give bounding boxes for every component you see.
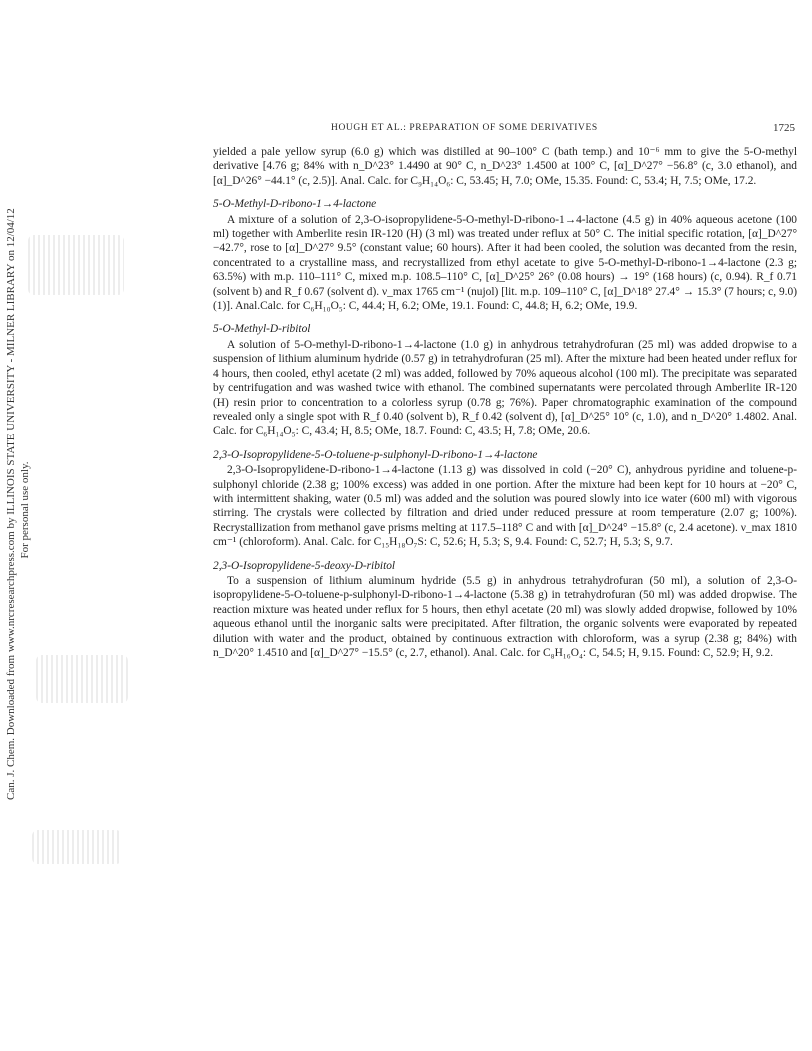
section-text-methyl-ribonolactone: A mixture of a solution of 2,3-O-isopropylidene-5-O-methyl-D-ribono-1→4-lactone (4.5 g) in 40% aqueous acetone (100 ml) together with Amberlite resin IR-120 (H) (3 ml) was treated under reflux at 50° C. The initial specific rotation, [α]_D^27° −42.7°, rose to [α]_D^27° 9.5° (constant value; 60 hours). After it had been cooled, the solution was decanted from the resin, concentrated to a crystalline mass, and recrystallized from ethyl acetate to give 5-O-methyl-D-ribono-1→4-lactone (2.3 g; 63.5%) with m.p. 110–111° C, mixed m.p. 108.5–110° C, [α]_D^25° 26° (0.08 hours) → 19° (168 hours) (c, 0.94). R_f 0.71 (solvent b) and R_f 0.67 (solvent d). ν_max 1765 cm⁻¹ (nujol) [lit. m.p. 109–110° C, [α]_D^18° 27.4° → 15.3° (7 hours; c, 9.0) (1)]. Anal.Calc. for C₆H₁₀O₅: C, 44.4; H, 6.2; OMe, 19.1. Found: C, 44.8; H, 6.2; OMe, 19.9. xyxy=(213,213,797,313)
intro-paragraph: yielded a pale yellow syrup (6.0 g) which was distilled at 90–100° C (bath temp.) and 10⁻⁶ mm to give the 5-O-methyl derivative [4.76 g; 84% with n_D^23° 1.4490 at 90° C, n_D^23° 1.4500 at 100° C, [α]_D^27° −56.8° (c, 3.0 ethanol), and [α]_D^26° −44.1° (c, 2.5)]. Anal. Calc. for C₉H₁₄O₆: C, 53.45; H, 7.0; OMe, 15.35. Found: C, 53.4; H, 7.5; OMe, 17.2. xyxy=(213,146,797,187)
section-text-deoxy-ribitol: To a suspension of lithium aluminum hydride (5.5 g) in anhydrous tetrahydrofuran (50 ml), a solution of 2,3-O-isopropylidene-5-O-toluene-p-sulphonyl-D-ribono-1→4-lactone (5.38 g) in tetrahydrofuran (50 ml) was added dropwise. The reaction mixture was heated under reflux for 5 hours, then ethyl acetate (20 ml) was slowly added dropwise, followed by 10% aqueous ethanol until the inorganic salts were precipitated. After filtration, the organic solvents were evaporated by repeated dilution with water and the product, obtained by continuous extraction with chloroform, was a syrup (2.38 g; 84%) with n_D^20° 1.4510 and [α]_D^27° −15.5° (c, 2.7, ethanol). Anal. Calc. for C₈H₁₆O₄: C, 54.5; H, 9.15. Found: C, 52.9; H, 9.2. xyxy=(213,574,797,659)
section-text-tosyl-lactone: 2,3-O-Isopropylidene-D-ribono-1→4-lactone (1.13 g) was dissolved in cold (−20° C), anhydrous pyridine and toluene-p-sulphonyl chloride (2.38 g; 100% excess) was added in one portion. After the mixture had been kept for 10 hours at −20° C, with intermittent shaking, water (0.5 ml) was added and the solution was poured slowly into ice water (600 ml) with vigorous stirring. The crystals were collected by filtration and dried under reduced pressure at room temperature (2.07 g; 100%). Recrystallization from methanol gave prisms melting at 117.5–118° C and with [α]_D^24° −15.8° (c, 2.4 acetone). ν_max 1810 cm⁻¹ (chloroform). Anal. Calc. for C₁₅H₁₈O₇S: C, 52.6; H, 5.3; S, 9.4. Found: C, 52.7; H, 5.3; S, 9.7. xyxy=(213,464,797,549)
scan-smear-middle xyxy=(36,655,128,703)
watermark-line-2: For personal use only. xyxy=(19,461,31,559)
running-head: HOUGH ET AL.: PREPARATION OF SOME DERIVATIVES xyxy=(331,123,598,133)
section-heading-methyl-ribitol: 5-O-Methyl-D-ribitol xyxy=(213,323,311,336)
article-body xyxy=(213,145,797,660)
page-header xyxy=(213,122,797,136)
watermark-line-1: Can. J. Chem. Downloaded from www.nrcresearchpress.com by ILLINOIS STATE UNIVERSITY - MILNER LIBRARY on 12/04/12 xyxy=(5,208,17,800)
scan-smear-bottom xyxy=(32,830,122,864)
section-heading-deoxy-ribitol: 2,3-O-Isopropylidene-5-deoxy-D-ribitol xyxy=(213,559,396,572)
download-watermark xyxy=(4,208,36,800)
section-text-methyl-ribitol: A solution of 5-O-methyl-D-ribono-1→4-lactone (1.0 g) in anhydrous tetrahydrofuran (25 ml) was added dropwise to a suspension of lithium aluminum hydride (0.57 g) in tetrahydrofuran (25 ml). After the mixture had been heated under reflux for 4 hours, then cooled, ethyl acetate (2 ml) was added, followed by 70% aqueous alcohol (100 ml). The precipitate was separated by centrifugation and was washed twice with ethanol. The combined supernatants were percolated through Amberlite IR-120 (H) resin prior to concentration to a colorless syrup (0.78 g; 76%). Paper chromatographic examination of the compound revealed only a single spot with R_f 0.40 (solvent b), R_f 0.42 (solvent d), [α]_D^25° 10° (c, 1.0), and n_D^20° 1.4802. Anal. Calc. for C₆H₁₄O₅: C, 43.4; H, 8.5; OMe, 18.7. Found: C, 43.5; H, 7.8; OMe, 20.6. xyxy=(213,338,797,438)
section-heading-tosyl-lactone: 2,3-O-Isopropylidene-5-O-toluene-p-sulphonyl-D-ribono-1→4-lactone xyxy=(213,448,538,461)
scan-smear-top xyxy=(28,235,124,295)
page-number: 1725 xyxy=(773,122,795,134)
section-heading-methyl-ribonolactone: 5-O-Methyl-D-ribono-1→4-lactone xyxy=(213,198,377,211)
